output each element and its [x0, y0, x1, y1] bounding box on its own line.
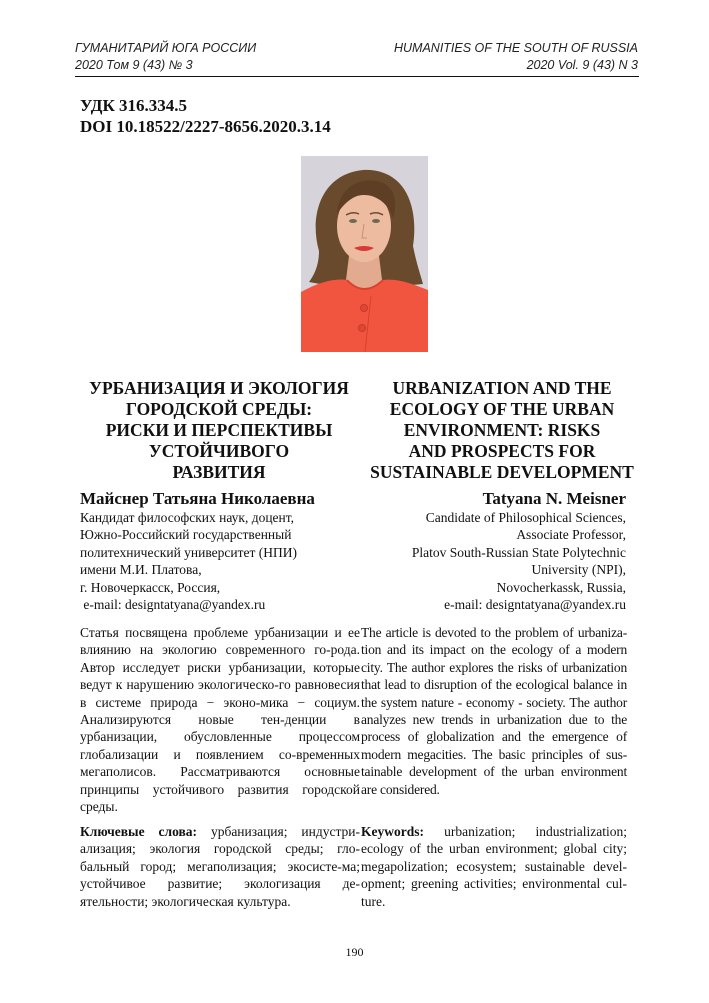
author-block-en — [360, 489, 626, 613]
affiliation-line: Кандидат философских наук, доцент, — [80, 510, 295, 525]
author-email-en[interactable]: e-mail: designtatyana@yandex.ru — [444, 597, 626, 613]
journal-header-ru — [75, 40, 256, 74]
abstract-ru: Статья посвящена проблеме урбанизации и ее влиянию на экологию современного го-рода. Автор исследует риски урбанизации, которые ведут к нарушению экологическо-го равновесия в системе природа − эконо-мика − социум. Анализируются новые тен-денции в урбанизации, обусловленные процессом глобализации и появлением со-временных мегаполисов. Рассматриваются основные принципы устойчивого развития городской среды. — [80, 625, 360, 815]
keywords-ru — [80, 823, 360, 910]
title-line: УСТОЙЧИВОГО — [148, 441, 290, 461]
article-title-ru — [78, 378, 360, 483]
author-name-ru: Майснер Татьяна Николаевна — [80, 489, 315, 508]
affiliation-line: г. Новочеркасск, Россия, — [80, 579, 221, 595]
title-line: AND PROSPECTS FOR — [408, 441, 596, 461]
issue-info-ru: 2020 Том 9 (43) № 3 — [75, 58, 193, 72]
header-divider — [75, 76, 639, 77]
affiliation-line: имени М.И. Платова, — [80, 562, 202, 578]
affiliation-line: Candidate of Philosophical Sciences, — [425, 510, 626, 525]
keywords-text-en: urbanization; industrialization; ecology of the urban environment; global city; megapolization; ecosystem; sustainable devel-opment; greening activities; environmental cul-ture. — [361, 824, 627, 909]
title-line: ECOLOGY OF THE URBAN — [389, 399, 615, 419]
abstract-en: The article is devoted to the problem of urbaniza-tion and its impact on the ecology of a modern city. The author explores the risks of urbanization that lead to disruption of the ecological balance in the system nature - economy - society. The author analyzes new trends in urbanization due to the process of globalization and the emergence of modern megacities. The basic principles of sus-tainable development of the urban environment are considered. — [361, 625, 627, 797]
author-affiliation-ru — [80, 509, 370, 613]
udc-code: УДК 316.334.5 — [80, 96, 188, 115]
journal-header-en — [394, 40, 638, 74]
doi[interactable]: DOI 10.18522/2227-8656.2020.3.14 — [80, 117, 331, 136]
affiliation-line: Associate Professor, — [516, 527, 626, 543]
title-line: URBANIZATION AND THE — [392, 378, 612, 398]
title-line: РИСКИ И ПЕРСПЕКТИВЫ — [105, 420, 333, 440]
article-identifiers — [80, 95, 331, 137]
affiliation-line: политехнический университет (НПИ) — [80, 544, 298, 560]
title-line: ГОРОДСКОЙ СРЕДЫ: — [125, 399, 313, 419]
author-photo — [301, 156, 428, 352]
affiliation-line: Южно-Российский государственный — [80, 527, 292, 543]
author-block-ru — [80, 489, 370, 613]
keywords-en — [361, 823, 627, 910]
portrait-illustration — [301, 156, 428, 352]
journal-name-ru: ГУМАНИТАРИЙ ЮГА РОССИИ — [75, 41, 257, 55]
title-line: ENVIRONMENT: RISKS — [403, 420, 601, 440]
author-email-ru[interactable]: e-mail: designtatyana@yandex.ru — [80, 597, 266, 613]
author-name-en: Tatyana N. Meisner — [482, 489, 626, 508]
page-number: 190 — [345, 945, 364, 959]
affiliation-line: University (NPI), — [531, 562, 626, 578]
title-line: SUSTAINABLE DEVELOPMENT — [370, 462, 634, 482]
keywords-label-ru: Ключевые слова: — [80, 824, 198, 839]
journal-name-en: HUMANITIES OF THE SOUTH OF RUSSIA — [393, 41, 638, 55]
author-affiliation-en — [360, 509, 626, 613]
keywords-label-en: Keywords: — [361, 824, 424, 839]
title-line: УРБАНИЗАЦИЯ И ЭКОЛОГИЯ — [89, 378, 349, 398]
title-line: РАЗВИТИЯ — [172, 462, 266, 482]
affiliation-line: Platov South-Russian State Polytechnic — [411, 544, 626, 560]
affiliation-line: Novocherkassk, Russia, — [496, 579, 626, 595]
issue-info-en: 2020 Vol. 9 (43) N 3 — [526, 58, 638, 72]
keywords-text-ru: урбанизация; индустри-ализация; экология городской среды; гло-бальный город; мегаполизация; экосисте-ма; устойчивое развитие; экологизация де-ятельности; экологическая культура. — [80, 824, 361, 909]
article-title-en — [366, 378, 638, 483]
